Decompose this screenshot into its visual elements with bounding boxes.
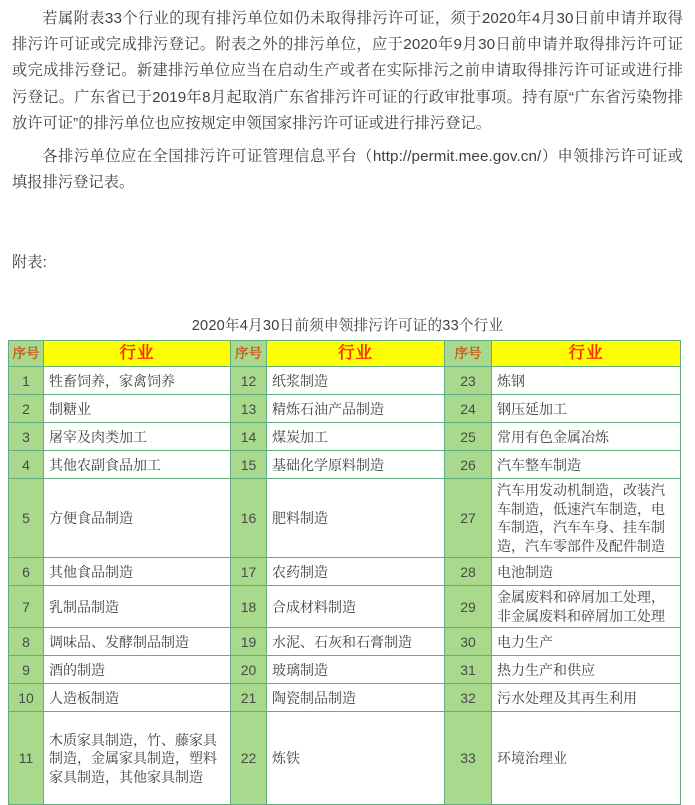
- table-row: [9, 395, 681, 423]
- table-row: [9, 628, 681, 656]
- cell-industry: 人造板制造: [44, 684, 231, 712]
- cell-num: 4: [9, 451, 44, 479]
- cell-industry: 合成材料制造: [267, 586, 445, 628]
- cell-num: 19: [231, 628, 267, 656]
- cell-industry: 煤炭加工: [267, 423, 445, 451]
- cell-num: 5: [9, 479, 44, 558]
- header-industry-3: 行业: [492, 341, 681, 367]
- cell-num: 20: [231, 656, 267, 684]
- cell-industry: 常用有色金属冶炼: [492, 423, 681, 451]
- cell-industry: 精炼石油产品制造: [267, 395, 445, 423]
- table-row: [9, 684, 681, 712]
- cell-industry: 农药制造: [267, 558, 445, 586]
- cell-num: 6: [9, 558, 44, 586]
- cell-num: 2: [9, 395, 44, 423]
- cell-industry: 纸浆制造: [267, 367, 445, 395]
- table-body: [9, 367, 681, 805]
- cell-industry: 屠宰及肉类加工: [44, 423, 231, 451]
- cell-industry: 牲畜饲养，家禽饲养: [44, 367, 231, 395]
- cell-num: 1: [9, 367, 44, 395]
- cell-num: 21: [231, 684, 267, 712]
- cell-industry: 水泥、石灰和石膏制造: [267, 628, 445, 656]
- cell-num: 26: [445, 451, 492, 479]
- cell-industry: 乳制品制造: [44, 586, 231, 628]
- header-num-2: 序号: [231, 341, 267, 367]
- document-body: [0, 0, 695, 276]
- cell-industry: 肥料制造: [267, 479, 445, 558]
- table-container: [0, 340, 695, 805]
- table-row: [9, 558, 681, 586]
- table-row: [9, 479, 681, 558]
- cell-num: 17: [231, 558, 267, 586]
- cell-num: 23: [445, 367, 492, 395]
- cell-num: 25: [445, 423, 492, 451]
- cell-num: 33: [445, 712, 492, 805]
- table-title: 2020年4月30日前须申领排污许可证的33个行业: [191, 318, 504, 335]
- cell-industry: 环境治理业: [492, 712, 681, 805]
- table-header: [9, 341, 681, 367]
- cell-num: 30: [445, 628, 492, 656]
- table-row: [9, 656, 681, 684]
- cell-industry: 其他农副食品加工: [44, 451, 231, 479]
- cell-num: 18: [231, 586, 267, 628]
- header-industry-1: 行业: [44, 341, 231, 367]
- cell-industry: 电力生产: [492, 628, 681, 656]
- cell-industry: 炼铁: [267, 712, 445, 805]
- cell-num: 24: [445, 395, 492, 423]
- cell-num: 22: [231, 712, 267, 805]
- cell-num: 12: [231, 367, 267, 395]
- table-row: [9, 712, 681, 805]
- attachment-label: 附表:: [12, 254, 47, 272]
- cell-industry: 钢压延加工: [492, 395, 681, 423]
- cell-num: 28: [445, 558, 492, 586]
- paragraph-1: 若属附表33个行业的现有排污单位如仍未取得排污许可证，须于2020年4月30日前申请并取得排污许可证或完成排污登记。附表之外的排污单位，应于2020年9月30日前申请并取得排污许可证或完成排污登记。新建排污单位应当在启动生产或者在实际排污之前申请取得排污许可证或进行排污登记。广东省已于2019年8月起取消广东省排污许可证的行政审批事项。持有原“广东省污染物排放许可证”的排污单位也应按规定申领国家排污许可证或进行排污登记。: [12, 10, 683, 132]
- cell-industry: 酒的制造: [44, 656, 231, 684]
- cell-num: 16: [231, 479, 267, 558]
- cell-industry: 其他食品制造: [44, 558, 231, 586]
- table-row: [9, 423, 681, 451]
- cell-num: 15: [231, 451, 267, 479]
- cell-num: 9: [9, 656, 44, 684]
- cell-num: 13: [231, 395, 267, 423]
- table-header-row: [9, 341, 681, 367]
- cell-industry: 热力生产和供应: [492, 656, 681, 684]
- table-row: [9, 586, 681, 628]
- table-row: [9, 451, 681, 479]
- cell-industry: 木质家具制造，竹、藤家具制造，金属家具制造，塑料家具制造，其他家具制造: [44, 712, 231, 805]
- cell-industry: 汽车整车制造: [492, 451, 681, 479]
- header-num-3: 序号: [445, 341, 492, 367]
- cell-industry: 玻璃制造: [267, 656, 445, 684]
- cell-num: 8: [9, 628, 44, 656]
- cell-industry: 制糖业: [44, 395, 231, 423]
- cell-industry: 汽车用发动机制造，改装汽车制造，低速汽车制造，电车制造，汽车车身、挂车制造，汽车零部件及配件制造: [492, 479, 681, 558]
- cell-industry: 方便食品制造: [44, 479, 231, 558]
- cell-industry: 污水处理及其再生利用: [492, 684, 681, 712]
- cell-num: 32: [445, 684, 492, 712]
- cell-industry: 调味品、发酵制品制造: [44, 628, 231, 656]
- cell-industry: 陶瓷制品制造: [267, 684, 445, 712]
- cell-num: 27: [445, 479, 492, 558]
- table-row: [9, 367, 681, 395]
- cell-num: 29: [445, 586, 492, 628]
- cell-num: 10: [9, 684, 44, 712]
- cell-industry: 金属废料和碎屑加工处理，非金属废料和碎屑加工处理: [492, 586, 681, 628]
- cell-industry: 电池制造: [492, 558, 681, 586]
- cell-num: 11: [9, 712, 44, 805]
- industries-table: [8, 340, 681, 805]
- cell-industry: 炼钢: [492, 367, 681, 395]
- header-num-1: 序号: [9, 341, 44, 367]
- header-industry-2: 行业: [267, 341, 445, 367]
- cell-num: 3: [9, 423, 44, 451]
- cell-num: 14: [231, 423, 267, 451]
- cell-num: 7: [9, 586, 44, 628]
- cell-industry: 基础化学原料制造: [267, 451, 445, 479]
- cell-num: 31: [445, 656, 492, 684]
- paragraph-2: 各排污单位应在全国排污许可证管理信息平台（http://permit.mee.gov.cn/）申领排污许可证或填报排污登记表。: [12, 148, 683, 192]
